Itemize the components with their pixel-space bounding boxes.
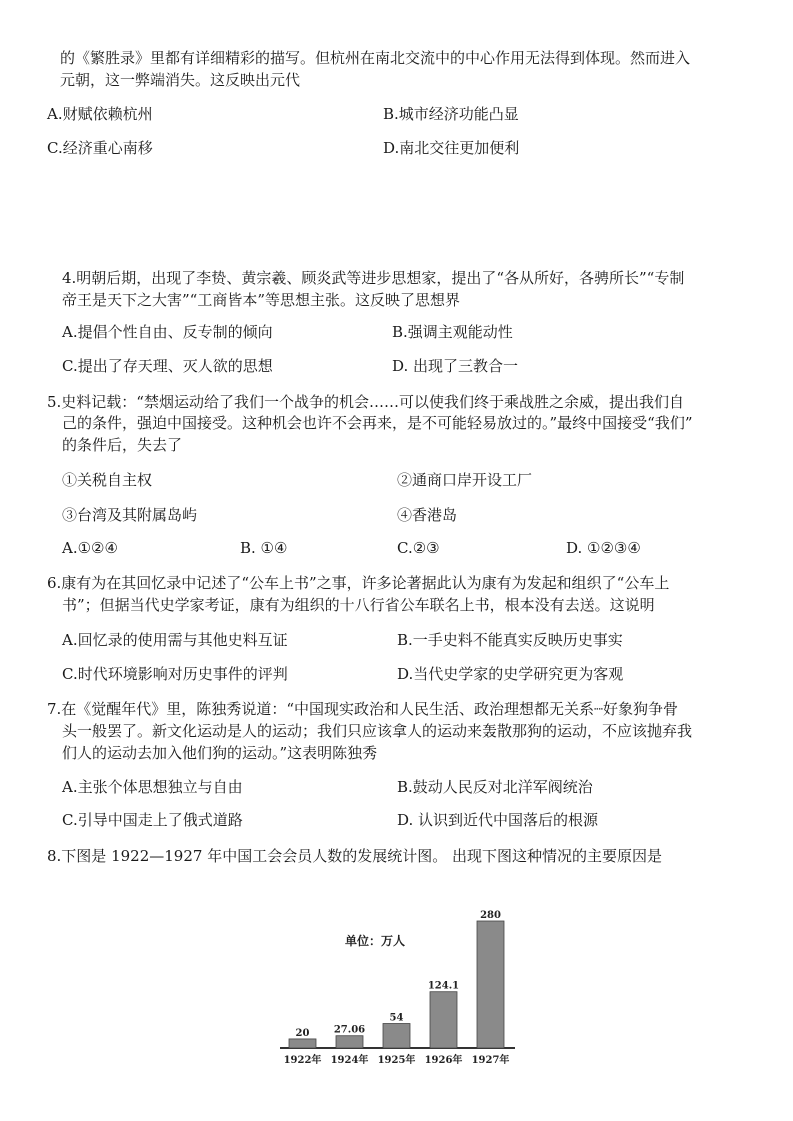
q7-text-line-1: 7.在《觉醒年代》里，陈独秀说道：“中国现实政治和人民生活、政治理想都无关系┈好象狗争骨 <box>47 700 679 718</box>
q3-option-a: A.财赋依赖杭州 <box>47 105 153 123</box>
q6-option-c: C.时代环境影响对历史事件的评判 <box>62 665 288 683</box>
q4-option-c: C.提出了存天理、灭人欲的思想 <box>62 357 273 375</box>
chart-bar-1922年 <box>289 1039 316 1048</box>
q4-option-a: A.提倡个性自由、反专制的倾向 <box>62 323 273 341</box>
q7-text-line-2: 头一般罢了。新文化运动是人的运动；我们只应该拿人的运动来轰散那狗的运动，不应该抛弃我 <box>62 722 693 740</box>
q3-option-d: D.南北交往更加便利 <box>383 139 520 157</box>
q7-option-c: C.引导中国走上了俄式道路 <box>62 811 243 829</box>
chart-unit-label: 单位：万人 <box>345 934 406 948</box>
chart-value-label: 20 <box>295 1027 310 1039</box>
q6-option-b: B.一手史料不能真实反映历史事实 <box>397 631 623 649</box>
q4-text-line-1: 4.明朝后期，出现了李贽、黄宗羲、顾炎武等进步思想家，提出了“各从所好，各骋所长”“专制 <box>62 269 685 287</box>
q5-option-c: C.②③ <box>397 539 440 557</box>
q6-text-line-1: 6.康有为在其回忆录中记述了“公车上书”之事，许多论著据此认为康有为发起和组织了“公车上 <box>47 574 670 592</box>
q7-text-line-3: 们人的运动去加入他们狗的运动。”这表明陈独秀 <box>62 744 378 762</box>
chart-bar-1927年 <box>477 921 504 1048</box>
chart-category-label: 1924年 <box>330 1055 369 1066</box>
q5-option-b: B. ①④ <box>240 539 288 557</box>
q5-item-3: ③台湾及其附属岛屿 <box>62 506 198 524</box>
q5-item-1: ①关税自主权 <box>62 471 153 489</box>
q7-option-d: D. 认识到近代中国落后的根源 <box>397 811 599 829</box>
chart-category-label: 1927年 <box>471 1055 510 1066</box>
q7-option-b: B.鼓动人民反对北洋军阀统治 <box>397 778 593 796</box>
chart-value-label: 54 <box>389 1012 404 1024</box>
q3-text-line-2: 元朝，这一弊端消失。这反映出元代 <box>60 71 301 89</box>
q4-option-b: B.强调主观能动性 <box>392 323 513 341</box>
q5-item-4: ④香港岛 <box>397 506 458 524</box>
chart-bar-1924年 <box>336 1036 363 1048</box>
q5-option-a: A.①②④ <box>62 539 118 557</box>
union-membership-bar-chart <box>270 905 530 1075</box>
q8-text-line-1: 8.下图是 1922—1927 年中国工会会员人数的发展统计图。 出现下图这种情况的主要原因是 <box>47 847 662 865</box>
q4-option-d: D. 出现了三教合一 <box>392 357 519 375</box>
q5-text-line-3: 的条件后，失去了 <box>62 436 183 454</box>
q5-option-d: D. ①②③④ <box>566 539 641 557</box>
q6-option-d: D.当代史学家的史学研究更为客观 <box>397 665 624 683</box>
chart-bar-1925年 <box>383 1024 410 1048</box>
chart-category-label: 1926年 <box>424 1055 463 1066</box>
q6-option-a: A.回忆录的使用需与其他史料互证 <box>62 631 288 649</box>
chart-value-label: 280 <box>480 910 501 921</box>
q5-item-2: ②通商口岸开设工厂 <box>397 471 533 489</box>
chart-value-label: 124.1 <box>427 980 460 992</box>
q3-option-c: C.经济重心南移 <box>47 139 153 157</box>
q6-text-line-2: 书”；但据当代史学家考证，康有为组织的十八行省公车联名上书，根本没有去送。这说明 <box>62 596 655 614</box>
chart-category-label: 1925年 <box>377 1055 416 1066</box>
q7-option-a: A.主张个体思想独立与自由 <box>62 778 243 796</box>
chart-bar-1926年 <box>430 992 457 1048</box>
chart-value-label: 27.06 <box>333 1024 366 1036</box>
q5-text-line-2: 己的条件，强迫中国接受。这种机会也许不会再来，是不可能轻易放过的。”最终中国接受“我们” <box>62 414 693 432</box>
q3-option-b: B.城市经济功能凸显 <box>383 105 519 123</box>
q3-text-line-1: 的《繁胜录》里都有详细精彩的描写。但杭州在南北交流中的中心作用无法得到体现。然而进入 <box>60 49 691 67</box>
q4-text-line-2: 帝王是天下之大害”“工商皆本”等思想主张。这反映了思想界 <box>62 291 461 309</box>
q5-text-line-1: 5.史料记载：“禁烟运动给了我们一个战争的机会……可以使我们终于乘战胜之余威，提出我们自 <box>47 393 684 411</box>
chart-category-label: 1922年 <box>283 1055 322 1066</box>
